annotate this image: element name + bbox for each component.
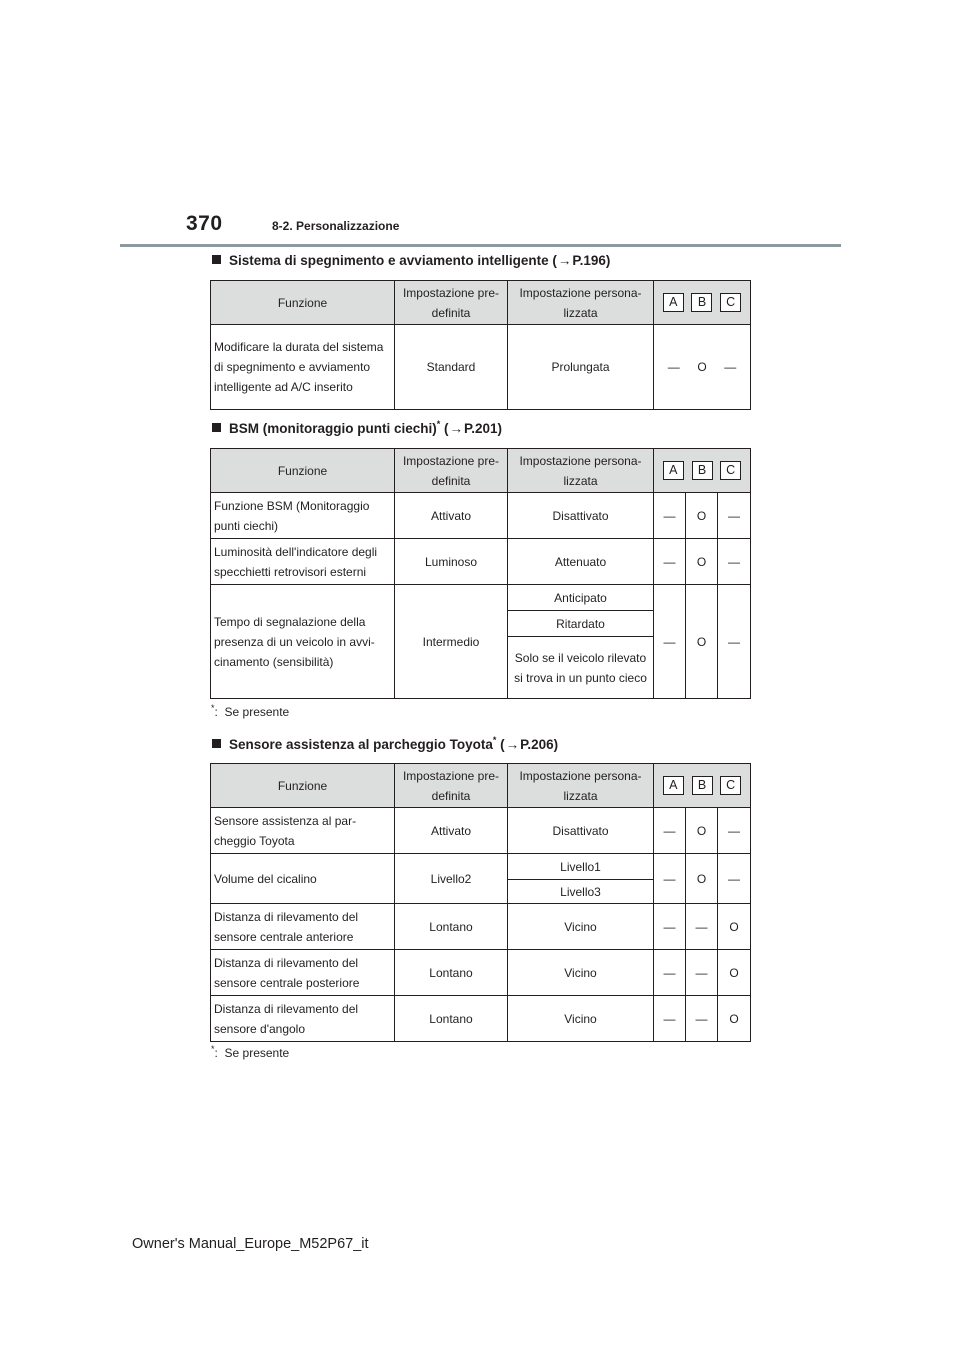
- label-c-box: C: [720, 461, 741, 480]
- cell-c: O: [718, 950, 751, 996]
- cell-personalizzata: Prolungata: [508, 325, 654, 410]
- cell-predefinita: Intermedio: [395, 585, 508, 699]
- col-header-predefinita: Impostazione pre- definita: [395, 281, 508, 325]
- square-bullet-icon: [212, 423, 221, 432]
- col-header-predefinita: Impostazione pre- definita: [395, 764, 508, 808]
- section3-title: Sensore assistenza al parcheggio Toyota: [229, 737, 493, 752]
- asterisk-mark: *: [436, 419, 441, 429]
- cell-a: —: [654, 585, 686, 699]
- col-header-funzione: Funzione: [211, 281, 395, 325]
- square-bullet-icon: [212, 739, 221, 748]
- cell-personalizzata: Disattivato: [508, 808, 654, 854]
- cell-c: —: [724, 360, 737, 374]
- cell-funzione: Distanza di rilevamento del sensore d'angolo: [211, 996, 395, 1042]
- cell-funzione: Funzione BSM (Monitoraggio punti ciechi): [211, 493, 395, 539]
- col-header-abc: [654, 764, 751, 808]
- section3-heading: [212, 737, 558, 752]
- cell-predefinita: Lontano: [395, 904, 508, 950]
- arrow-right-icon: →: [557, 253, 572, 268]
- footnote: [211, 1046, 289, 1060]
- col-header-abc: [654, 449, 751, 493]
- cell-a: —: [654, 996, 686, 1042]
- section2-heading: [212, 421, 502, 436]
- cell-personalizzata-option: Solo se il veicolo rilevato si trova in un punto cieco: [508, 637, 654, 699]
- section-label: 8-2. Personalizzazione: [272, 219, 400, 233]
- cell-b: —: [686, 950, 718, 996]
- cell-a: —: [667, 360, 680, 374]
- cell-personalizzata: Vicino: [508, 950, 654, 996]
- col-header-personalizzata: Impostazione persona- lizzata: [508, 449, 654, 493]
- cell-b: O: [686, 493, 718, 539]
- cell-predefinita: Standard: [395, 325, 508, 410]
- section1-title: Sistema di spegnimento e avviamento intelligente (: [229, 253, 557, 268]
- section1-heading: [212, 253, 610, 268]
- square-bullet-icon: [212, 255, 221, 264]
- paren-open: (: [440, 421, 449, 436]
- cell-predefinita: Attivato: [395, 493, 508, 539]
- cell-funzione: Tempo di segnalazione della presenza di un veicolo in avvi-cinamento (sensibilità): [211, 585, 395, 699]
- col-header-personalizzata: Impostazione persona- lizzata: [508, 281, 654, 325]
- cell-funzione: Distanza di rilevamento del sensore centrale posteriore: [211, 950, 395, 996]
- table-row: [211, 996, 751, 1042]
- cell-b: O: [686, 854, 718, 904]
- label-a-box: A: [663, 461, 684, 480]
- section3-ref[interactable]: P.206): [520, 737, 559, 752]
- cell-c: O: [718, 996, 751, 1042]
- cell-personalizzata: Vicino: [508, 996, 654, 1042]
- arrow-right-icon: →: [449, 421, 464, 436]
- cell-predefinita: Livello2: [395, 854, 508, 904]
- page-number: 370: [186, 212, 223, 235]
- footnote-text: : Se presente: [214, 705, 290, 719]
- label-c-box: C: [720, 776, 741, 795]
- cell-personalizzata-option: Anticipato: [508, 585, 654, 611]
- cell-c: —: [718, 539, 751, 585]
- section2-title: BSM (monitoraggio punti ciechi): [229, 421, 437, 436]
- cell-a: —: [654, 493, 686, 539]
- cell-predefinita: Attivato: [395, 808, 508, 854]
- cell-c: —: [718, 854, 751, 904]
- cell-personalizzata-option: Ritardato: [508, 611, 654, 637]
- table-row: [211, 585, 751, 611]
- col-header-personalizzata: Impostazione persona- lizzata: [508, 764, 654, 808]
- cell-predefinita: Lontano: [395, 996, 508, 1042]
- table-row: [211, 950, 751, 996]
- cell-personalizzata: Attenuato: [508, 539, 654, 585]
- paren-open: (: [496, 737, 505, 752]
- cell-b: O: [686, 808, 718, 854]
- cell-b: O: [697, 360, 707, 374]
- col-header-funzione: Funzione: [211, 764, 395, 808]
- cell-a: —: [654, 854, 686, 904]
- cell-personalizzata-option: Livello1: [508, 854, 654, 880]
- cell-funzione: Sensore assistenza al par-cheggio Toyota: [211, 808, 395, 854]
- cell-personalizzata: Vicino: [508, 904, 654, 950]
- cell-c: —: [718, 585, 751, 699]
- label-b-box: B: [691, 293, 712, 312]
- table-row: [211, 539, 751, 585]
- section2-ref[interactable]: P.201): [464, 421, 503, 436]
- parking-sensor-table: [210, 763, 751, 1042]
- cell-b: —: [686, 996, 718, 1042]
- cell-a: —: [654, 950, 686, 996]
- cell-personalizzata-option: Livello3: [508, 880, 654, 904]
- col-header-predefinita: Impostazione pre- definita: [395, 449, 508, 493]
- cell-c: —: [718, 808, 751, 854]
- table-row: [211, 904, 751, 950]
- cell-a: —: [654, 539, 686, 585]
- header-rule: [120, 244, 841, 247]
- cell-a: —: [654, 808, 686, 854]
- col-header-funzione: Funzione: [211, 449, 395, 493]
- footnote-text: : Se presente: [214, 1046, 290, 1060]
- arrow-right-icon: →: [505, 737, 520, 752]
- asterisk-mark: *: [211, 1044, 215, 1054]
- label-b-box: B: [692, 776, 713, 795]
- table-row: [211, 325, 751, 410]
- cell-a: —: [654, 904, 686, 950]
- table-row: [211, 808, 751, 854]
- smart-stop-start-table: [210, 280, 751, 410]
- cell-funzione: Distanza di rilevamento del sensore centrale anteriore: [211, 904, 395, 950]
- cell-funzione: Volume del cicalino: [211, 854, 395, 904]
- col-header-abc: [654, 281, 751, 325]
- cell-funzione: Luminosità dell'indicatore degli specchietti retrovisori esterni: [211, 539, 395, 585]
- table-row: [211, 493, 751, 539]
- label-a-box: A: [663, 776, 684, 795]
- cell-b: O: [686, 539, 718, 585]
- asterisk-mark: *: [492, 735, 497, 745]
- cell-personalizzata: Disattivato: [508, 493, 654, 539]
- cell-funzione: Modificare la durata del sistema di spegnimento e avviamento intelligente ad A/C inserito: [211, 325, 395, 410]
- section1-ref[interactable]: P.196): [572, 253, 611, 268]
- label-b-box: B: [692, 461, 713, 480]
- label-c-box: C: [720, 293, 741, 312]
- cell-b: —: [686, 904, 718, 950]
- table-row: [211, 854, 751, 880]
- footnote: [211, 705, 289, 719]
- footer-doc-id: Owner's Manual_Europe_M52P67_it: [132, 1236, 369, 1252]
- label-a-box: A: [663, 293, 684, 312]
- bsm-table: [210, 448, 751, 699]
- cell-predefinita: Lontano: [395, 950, 508, 996]
- cell-abc: [654, 325, 751, 410]
- cell-c: O: [718, 904, 751, 950]
- asterisk-mark: *: [211, 703, 215, 713]
- cell-predefinita: Luminoso: [395, 539, 508, 585]
- cell-b: O: [686, 585, 718, 699]
- cell-c: —: [718, 493, 751, 539]
